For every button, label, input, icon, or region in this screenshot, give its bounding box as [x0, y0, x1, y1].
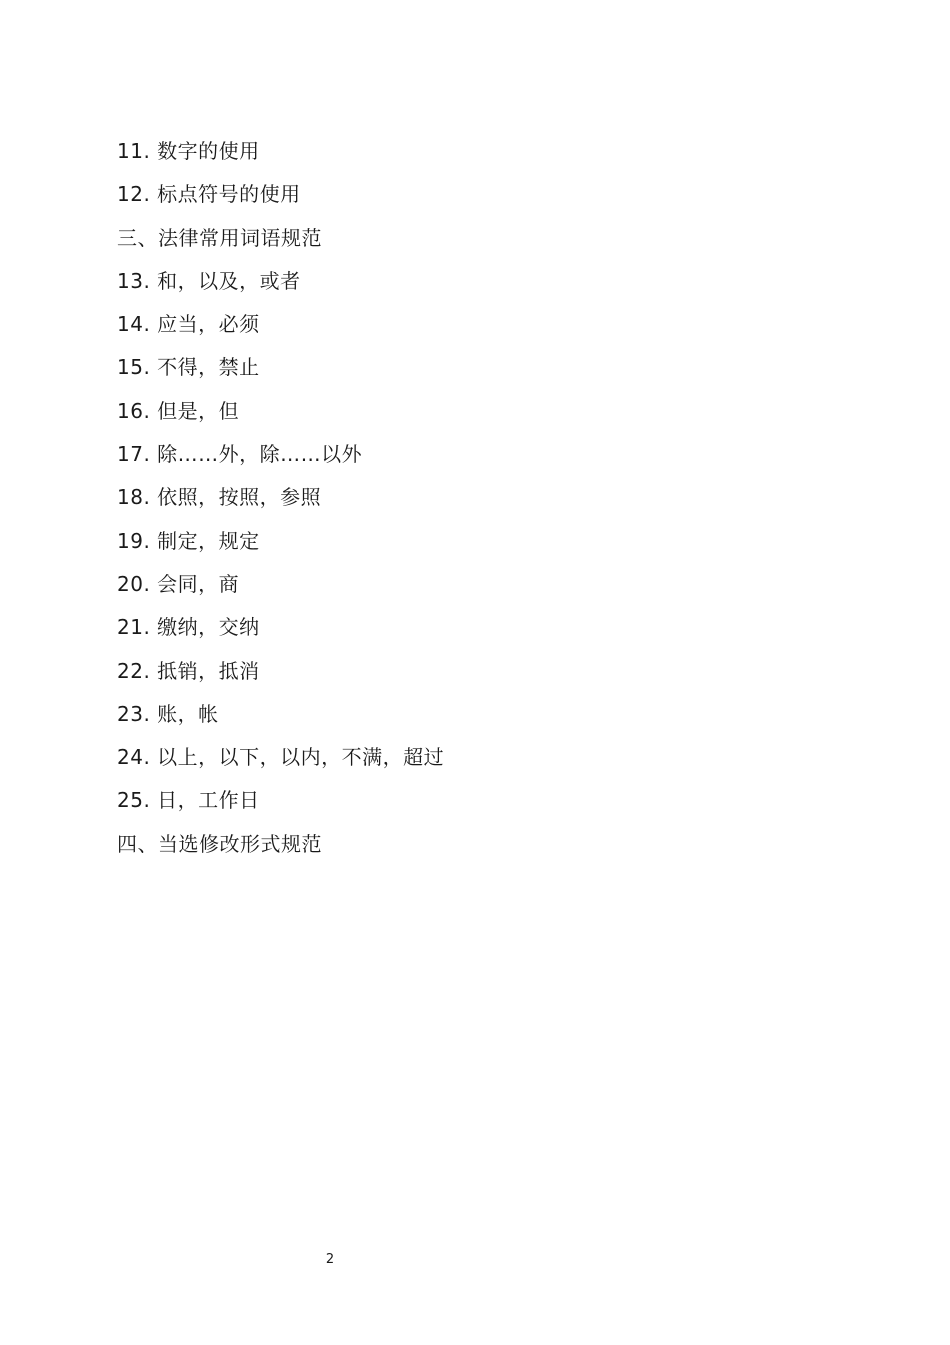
- outline-item: 24. 以上，以下，以内，不满，超过: [117, 745, 445, 770]
- outline-item: 23. 账，帐: [117, 701, 219, 726]
- outline-item: 21. 缴纳，交纳: [117, 615, 260, 640]
- outline-list: [117, 136, 444, 872]
- outline-item: 19. 制定，规定: [117, 528, 260, 553]
- outline-item: 15. 不得，禁止: [117, 355, 260, 380]
- outline-item: 16. 但是，但: [117, 398, 240, 423]
- outline-item: 22. 抵销，抵消: [117, 658, 260, 683]
- section-heading: 四、当选修改形式规范: [117, 831, 322, 856]
- page-number: 2: [325, 1252, 335, 1267]
- section-heading: 三、法律常用词语规范: [117, 225, 322, 250]
- outline-item: 11. 数字的使用: [117, 139, 260, 163]
- outline-item: 18. 依照，按照，参照: [117, 485, 322, 510]
- outline-item: 12. 标点符号的使用: [117, 182, 301, 207]
- outline-item: 25. 日，工作日: [117, 788, 260, 813]
- outline-item: 14. 应当，必须: [117, 312, 260, 337]
- outline-item: 17. 除……外，除……以外: [117, 442, 363, 467]
- outline-item: 13. 和，以及，或者: [117, 268, 301, 293]
- outline-item: 20. 会同，商: [117, 571, 240, 596]
